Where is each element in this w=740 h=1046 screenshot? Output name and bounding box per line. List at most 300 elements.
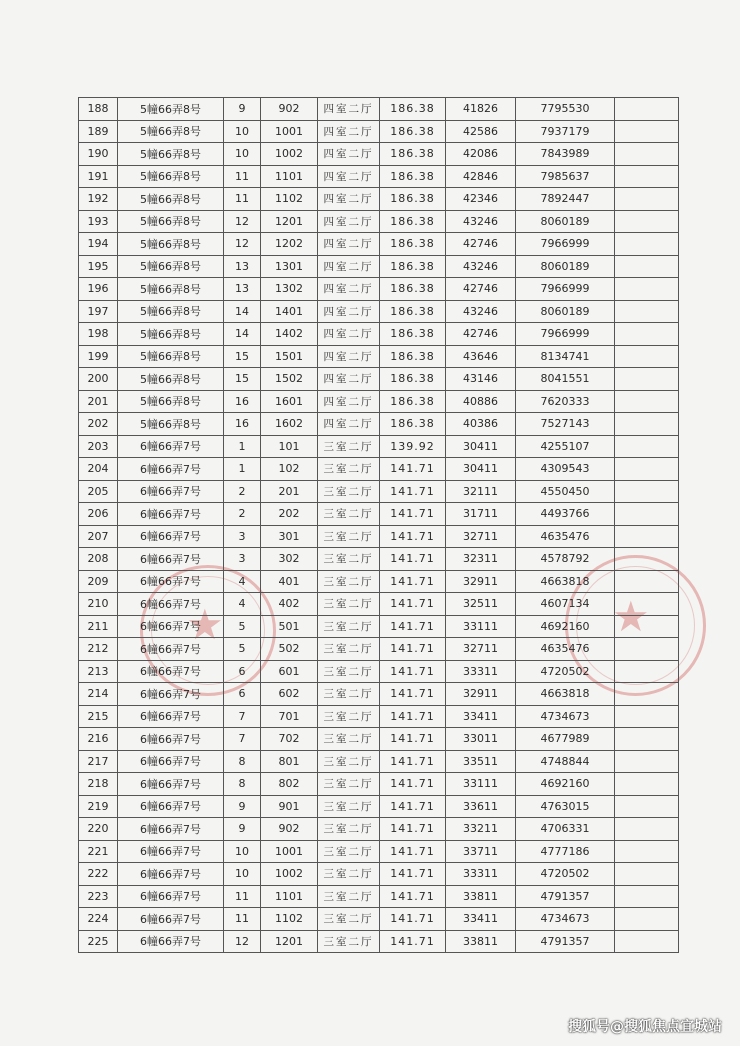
room-type-cell: 三室二厅 <box>318 930 380 953</box>
unit-price-cell: 32911 <box>446 570 516 593</box>
building-cell: 5幢66弄8号 <box>118 390 224 413</box>
total-price-cell: 7843989 <box>516 143 615 166</box>
floor-cell: 3 <box>224 525 261 548</box>
unit-price-cell: 40386 <box>446 413 516 436</box>
total-price-cell: 4720502 <box>516 660 615 683</box>
unit-price-cell: 42746 <box>446 278 516 301</box>
unit-cell: 801 <box>261 750 318 773</box>
table-row <box>79 98 679 121</box>
unit-cell: 602 <box>261 683 318 706</box>
total-price-cell: 4493766 <box>516 503 615 526</box>
row-number: 201 <box>79 390 118 413</box>
area-cell: 141.71 <box>380 773 446 796</box>
building-cell: 6幢66弄7号 <box>118 503 224 526</box>
unit-price-cell: 33811 <box>446 885 516 908</box>
area-cell: 139.92 <box>380 435 446 458</box>
room-type-cell: 四室二厅 <box>318 120 380 143</box>
table-row <box>79 278 679 301</box>
unit-cell: 1402 <box>261 323 318 346</box>
building-cell: 5幢66弄8号 <box>118 255 224 278</box>
unit-price-cell: 32111 <box>446 480 516 503</box>
building-cell: 6幢66弄7号 <box>118 660 224 683</box>
remark-cell <box>615 345 679 368</box>
area-cell: 141.71 <box>380 593 446 616</box>
floor-cell: 7 <box>224 728 261 751</box>
floor-cell: 11 <box>224 908 261 931</box>
building-cell: 6幢66弄7号 <box>118 548 224 571</box>
remark-cell <box>615 548 679 571</box>
remark-cell <box>615 750 679 773</box>
area-cell: 141.71 <box>380 615 446 638</box>
room-type-cell: 三室二厅 <box>318 435 380 458</box>
unit-cell: 102 <box>261 458 318 481</box>
area-cell: 141.71 <box>380 908 446 931</box>
area-cell: 186.38 <box>380 255 446 278</box>
room-type-cell: 三室二厅 <box>318 570 380 593</box>
room-type-cell: 三室二厅 <box>318 818 380 841</box>
building-cell: 6幢66弄7号 <box>118 773 224 796</box>
room-type-cell: 四室二厅 <box>318 98 380 121</box>
row-number: 206 <box>79 503 118 526</box>
room-type-cell: 三室二厅 <box>318 705 380 728</box>
remark-cell <box>615 818 679 841</box>
area-cell: 141.71 <box>380 570 446 593</box>
area-cell: 141.71 <box>380 503 446 526</box>
unit-cell: 1501 <box>261 345 318 368</box>
unit-price-cell: 42346 <box>446 188 516 211</box>
remark-cell <box>615 255 679 278</box>
unit-cell: 1102 <box>261 188 318 211</box>
floor-cell: 16 <box>224 413 261 436</box>
unit-cell: 902 <box>261 818 318 841</box>
row-number: 203 <box>79 435 118 458</box>
total-price-cell: 8134741 <box>516 345 615 368</box>
floor-cell: 11 <box>224 188 261 211</box>
room-type-cell: 三室二厅 <box>318 863 380 886</box>
unit-price-cell: 32311 <box>446 548 516 571</box>
unit-cell: 1101 <box>261 885 318 908</box>
row-number: 210 <box>79 593 118 616</box>
table-row <box>79 120 679 143</box>
unit-cell: 1401 <box>261 300 318 323</box>
total-price-cell: 8060189 <box>516 300 615 323</box>
floor-cell: 9 <box>224 98 261 121</box>
unit-cell: 1502 <box>261 368 318 391</box>
table-row <box>79 863 679 886</box>
floor-cell: 2 <box>224 480 261 503</box>
area-cell: 141.71 <box>380 750 446 773</box>
table-body <box>79 98 679 953</box>
area-cell: 186.38 <box>380 210 446 233</box>
building-cell: 6幢66弄7号 <box>118 795 224 818</box>
row-number: 225 <box>79 930 118 953</box>
unit-cell: 1102 <box>261 908 318 931</box>
table-row <box>79 615 679 638</box>
total-price-cell: 7985637 <box>516 165 615 188</box>
area-cell: 141.71 <box>380 705 446 728</box>
room-type-cell: 四室二厅 <box>318 368 380 391</box>
remark-cell <box>615 773 679 796</box>
remark-cell <box>615 885 679 908</box>
room-type-cell: 四室二厅 <box>318 165 380 188</box>
remark-cell <box>615 525 679 548</box>
room-type-cell: 三室二厅 <box>318 908 380 931</box>
remark-cell <box>615 120 679 143</box>
unit-cell: 1202 <box>261 233 318 256</box>
area-cell: 141.71 <box>380 840 446 863</box>
unit-price-cell: 33311 <box>446 863 516 886</box>
total-price-cell: 4763015 <box>516 795 615 818</box>
room-type-cell: 四室二厅 <box>318 278 380 301</box>
unit-price-cell: 40886 <box>446 390 516 413</box>
unit-cell: 1302 <box>261 278 318 301</box>
floor-cell: 16 <box>224 390 261 413</box>
floor-cell: 13 <box>224 278 261 301</box>
room-type-cell: 四室二厅 <box>318 143 380 166</box>
unit-price-cell: 43146 <box>446 368 516 391</box>
unit-cell: 501 <box>261 615 318 638</box>
unit-cell: 901 <box>261 795 318 818</box>
row-number: 214 <box>79 683 118 706</box>
unit-price-cell: 43246 <box>446 255 516 278</box>
total-price-cell: 4677989 <box>516 728 615 751</box>
building-cell: 6幢66弄7号 <box>118 840 224 863</box>
unit-cell: 301 <box>261 525 318 548</box>
floor-cell: 5 <box>224 638 261 661</box>
row-number: 191 <box>79 165 118 188</box>
floor-cell: 7 <box>224 705 261 728</box>
room-type-cell: 三室二厅 <box>318 615 380 638</box>
building-cell: 5幢66弄8号 <box>118 300 224 323</box>
room-type-cell: 三室二厅 <box>318 503 380 526</box>
unit-price-cell: 32911 <box>446 683 516 706</box>
total-price-cell: 4791357 <box>516 930 615 953</box>
table-row <box>79 570 679 593</box>
floor-cell: 6 <box>224 683 261 706</box>
table-row <box>79 728 679 751</box>
remark-cell <box>615 368 679 391</box>
unit-price-cell: 33411 <box>446 705 516 728</box>
area-cell: 186.38 <box>380 188 446 211</box>
row-number: 202 <box>79 413 118 436</box>
unit-price-cell: 43646 <box>446 345 516 368</box>
floor-cell: 8 <box>224 773 261 796</box>
table-row <box>79 773 679 796</box>
unit-cell: 601 <box>261 660 318 683</box>
building-cell: 5幢66弄8号 <box>118 210 224 233</box>
row-number: 222 <box>79 863 118 886</box>
table-row <box>79 795 679 818</box>
area-cell: 186.38 <box>380 233 446 256</box>
building-cell: 6幢66弄7号 <box>118 593 224 616</box>
floor-cell: 1 <box>224 458 261 481</box>
total-price-cell: 4578792 <box>516 548 615 571</box>
remark-cell <box>615 930 679 953</box>
remark-cell <box>615 300 679 323</box>
unit-cell: 802 <box>261 773 318 796</box>
total-price-cell: 8041551 <box>516 368 615 391</box>
room-type-cell: 四室二厅 <box>318 413 380 436</box>
building-cell: 5幢66弄8号 <box>118 233 224 256</box>
table-row <box>79 368 679 391</box>
remark-cell <box>615 683 679 706</box>
building-cell: 6幢66弄7号 <box>118 638 224 661</box>
unit-price-cell: 33111 <box>446 773 516 796</box>
unit-price-cell: 33611 <box>446 795 516 818</box>
table-row <box>79 323 679 346</box>
floor-cell: 4 <box>224 570 261 593</box>
unit-price-cell: 42746 <box>446 233 516 256</box>
table-row <box>79 143 679 166</box>
row-number: 211 <box>79 615 118 638</box>
unit-cell: 1001 <box>261 120 318 143</box>
floor-cell: 5 <box>224 615 261 638</box>
table-row <box>79 300 679 323</box>
table-row <box>79 390 679 413</box>
unit-cell: 1201 <box>261 930 318 953</box>
building-cell: 5幢66弄8号 <box>118 413 224 436</box>
area-cell: 186.38 <box>380 278 446 301</box>
floor-cell: 11 <box>224 165 261 188</box>
total-price-cell: 4777186 <box>516 840 615 863</box>
unit-cell: 1002 <box>261 143 318 166</box>
unit-cell: 401 <box>261 570 318 593</box>
area-cell: 141.71 <box>380 728 446 751</box>
remark-cell <box>615 660 679 683</box>
floor-cell: 12 <box>224 233 261 256</box>
row-number: 218 <box>79 773 118 796</box>
row-number: 208 <box>79 548 118 571</box>
unit-price-cell: 33511 <box>446 750 516 773</box>
unit-cell: 902 <box>261 98 318 121</box>
row-number: 217 <box>79 750 118 773</box>
room-type-cell: 四室二厅 <box>318 345 380 368</box>
room-type-cell: 四室二厅 <box>318 255 380 278</box>
total-price-cell: 4663818 <box>516 683 615 706</box>
unit-price-cell: 42586 <box>446 120 516 143</box>
building-cell: 5幢66弄8号 <box>118 120 224 143</box>
table-row <box>79 458 679 481</box>
row-number: 199 <box>79 345 118 368</box>
total-price-cell: 7620333 <box>516 390 615 413</box>
row-number: 216 <box>79 728 118 751</box>
row-number: 207 <box>79 525 118 548</box>
row-number: 189 <box>79 120 118 143</box>
building-cell: 6幢66弄7号 <box>118 728 224 751</box>
row-number: 195 <box>79 255 118 278</box>
area-cell: 141.71 <box>380 885 446 908</box>
unit-price-cell: 30411 <box>446 458 516 481</box>
floor-cell: 13 <box>224 255 261 278</box>
table-row <box>79 525 679 548</box>
total-price-cell: 4635476 <box>516 525 615 548</box>
table-row <box>79 930 679 953</box>
total-price-cell: 4663818 <box>516 570 615 593</box>
unit-price-cell: 32711 <box>446 638 516 661</box>
unit-cell: 1001 <box>261 840 318 863</box>
total-price-cell: 4635476 <box>516 638 615 661</box>
remark-cell <box>615 593 679 616</box>
remark-cell <box>615 143 679 166</box>
row-number: 209 <box>79 570 118 593</box>
building-cell: 6幢66弄7号 <box>118 480 224 503</box>
unit-cell: 1101 <box>261 165 318 188</box>
area-cell: 141.71 <box>380 660 446 683</box>
total-price-cell: 4734673 <box>516 908 615 931</box>
remark-cell <box>615 323 679 346</box>
table-row <box>79 885 679 908</box>
building-cell: 5幢66弄8号 <box>118 368 224 391</box>
unit-cell: 701 <box>261 705 318 728</box>
star-icon: ★ <box>612 592 650 641</box>
remark-cell <box>615 638 679 661</box>
floor-cell: 12 <box>224 210 261 233</box>
table-row <box>79 818 679 841</box>
area-cell: 186.38 <box>380 165 446 188</box>
room-type-cell: 四室二厅 <box>318 300 380 323</box>
unit-price-cell: 33711 <box>446 840 516 863</box>
area-cell: 141.71 <box>380 525 446 548</box>
table-row <box>79 840 679 863</box>
table-row <box>79 660 679 683</box>
unit-price-cell: 42086 <box>446 143 516 166</box>
room-type-cell: 四室二厅 <box>318 188 380 211</box>
total-price-cell: 7892447 <box>516 188 615 211</box>
area-cell: 186.38 <box>380 143 446 166</box>
unit-price-cell: 33211 <box>446 818 516 841</box>
area-cell: 141.71 <box>380 458 446 481</box>
row-number: 194 <box>79 233 118 256</box>
unit-cell: 1201 <box>261 210 318 233</box>
room-type-cell: 三室二厅 <box>318 458 380 481</box>
row-number: 204 <box>79 458 118 481</box>
room-type-cell: 三室二厅 <box>318 885 380 908</box>
remark-cell <box>615 390 679 413</box>
building-cell: 6幢66弄7号 <box>118 908 224 931</box>
total-price-cell: 4692160 <box>516 615 615 638</box>
total-price-cell: 8060189 <box>516 255 615 278</box>
unit-price-cell: 43246 <box>446 210 516 233</box>
unit-price-cell: 31711 <box>446 503 516 526</box>
row-number: 221 <box>79 840 118 863</box>
area-cell: 141.71 <box>380 480 446 503</box>
row-number: 198 <box>79 323 118 346</box>
unit-cell: 201 <box>261 480 318 503</box>
floor-cell: 4 <box>224 593 261 616</box>
unit-price-cell: 33811 <box>446 930 516 953</box>
floor-cell: 14 <box>224 323 261 346</box>
remark-cell <box>615 413 679 436</box>
table-row <box>79 413 679 436</box>
room-type-cell: 四室二厅 <box>318 210 380 233</box>
floor-cell: 11 <box>224 885 261 908</box>
row-number: 196 <box>79 278 118 301</box>
floor-cell: 6 <box>224 660 261 683</box>
table-row <box>79 593 679 616</box>
building-cell: 5幢66弄8号 <box>118 143 224 166</box>
floor-cell: 8 <box>224 750 261 773</box>
remark-cell <box>615 188 679 211</box>
unit-cell: 1002 <box>261 863 318 886</box>
room-type-cell: 三室二厅 <box>318 638 380 661</box>
row-number: 200 <box>79 368 118 391</box>
floor-cell: 10 <box>224 143 261 166</box>
table-row <box>79 255 679 278</box>
floor-cell: 1 <box>224 435 261 458</box>
row-number: 188 <box>79 98 118 121</box>
total-price-cell: 4255107 <box>516 435 615 458</box>
building-cell: 5幢66弄8号 <box>118 98 224 121</box>
total-price-cell: 4791357 <box>516 885 615 908</box>
floor-cell: 10 <box>224 120 261 143</box>
total-price-cell: 4692160 <box>516 773 615 796</box>
watermark: 搜狐号@搜狐焦点宜城站 <box>568 1019 722 1035</box>
floor-cell: 9 <box>224 818 261 841</box>
unit-price-cell: 32511 <box>446 593 516 616</box>
building-cell: 5幢66弄8号 <box>118 323 224 346</box>
unit-price-cell: 32711 <box>446 525 516 548</box>
area-cell: 141.71 <box>380 638 446 661</box>
table-row <box>79 210 679 233</box>
building-cell: 6幢66弄7号 <box>118 683 224 706</box>
total-price-cell: 7527143 <box>516 413 615 436</box>
remark-cell <box>615 210 679 233</box>
building-cell: 6幢66弄7号 <box>118 705 224 728</box>
unit-cell: 1601 <box>261 390 318 413</box>
unit-price-cell: 42746 <box>446 323 516 346</box>
unit-cell: 202 <box>261 503 318 526</box>
remark-cell <box>615 840 679 863</box>
unit-price-cell: 43246 <box>446 300 516 323</box>
room-type-cell: 三室二厅 <box>318 728 380 751</box>
remark-cell <box>615 480 679 503</box>
row-number: 192 <box>79 188 118 211</box>
total-price-cell: 7795530 <box>516 98 615 121</box>
building-cell: 6幢66弄7号 <box>118 525 224 548</box>
area-cell: 186.38 <box>380 345 446 368</box>
remark-cell <box>615 863 679 886</box>
row-number: 212 <box>79 638 118 661</box>
area-cell: 186.38 <box>380 98 446 121</box>
unit-price-cell: 42846 <box>446 165 516 188</box>
area-cell: 141.71 <box>380 795 446 818</box>
building-cell: 5幢66弄8号 <box>118 345 224 368</box>
remark-cell <box>615 503 679 526</box>
row-number: 205 <box>79 480 118 503</box>
table-row <box>79 345 679 368</box>
area-cell: 141.71 <box>380 863 446 886</box>
floor-cell: 10 <box>224 863 261 886</box>
remark-cell <box>615 615 679 638</box>
remark-cell <box>615 705 679 728</box>
room-type-cell: 三室二厅 <box>318 548 380 571</box>
remark-cell <box>615 233 679 256</box>
room-type-cell: 三室二厅 <box>318 773 380 796</box>
area-cell: 186.38 <box>380 323 446 346</box>
table-row <box>79 638 679 661</box>
room-type-cell: 三室二厅 <box>318 593 380 616</box>
unit-cell: 702 <box>261 728 318 751</box>
area-cell: 141.71 <box>380 818 446 841</box>
table-row <box>79 750 679 773</box>
unit-price-cell: 33411 <box>446 908 516 931</box>
total-price-cell: 8060189 <box>516 210 615 233</box>
unit-cell: 1602 <box>261 413 318 436</box>
table-row <box>79 188 679 211</box>
table-row <box>79 705 679 728</box>
unit-cell: 1301 <box>261 255 318 278</box>
row-number: 197 <box>79 300 118 323</box>
